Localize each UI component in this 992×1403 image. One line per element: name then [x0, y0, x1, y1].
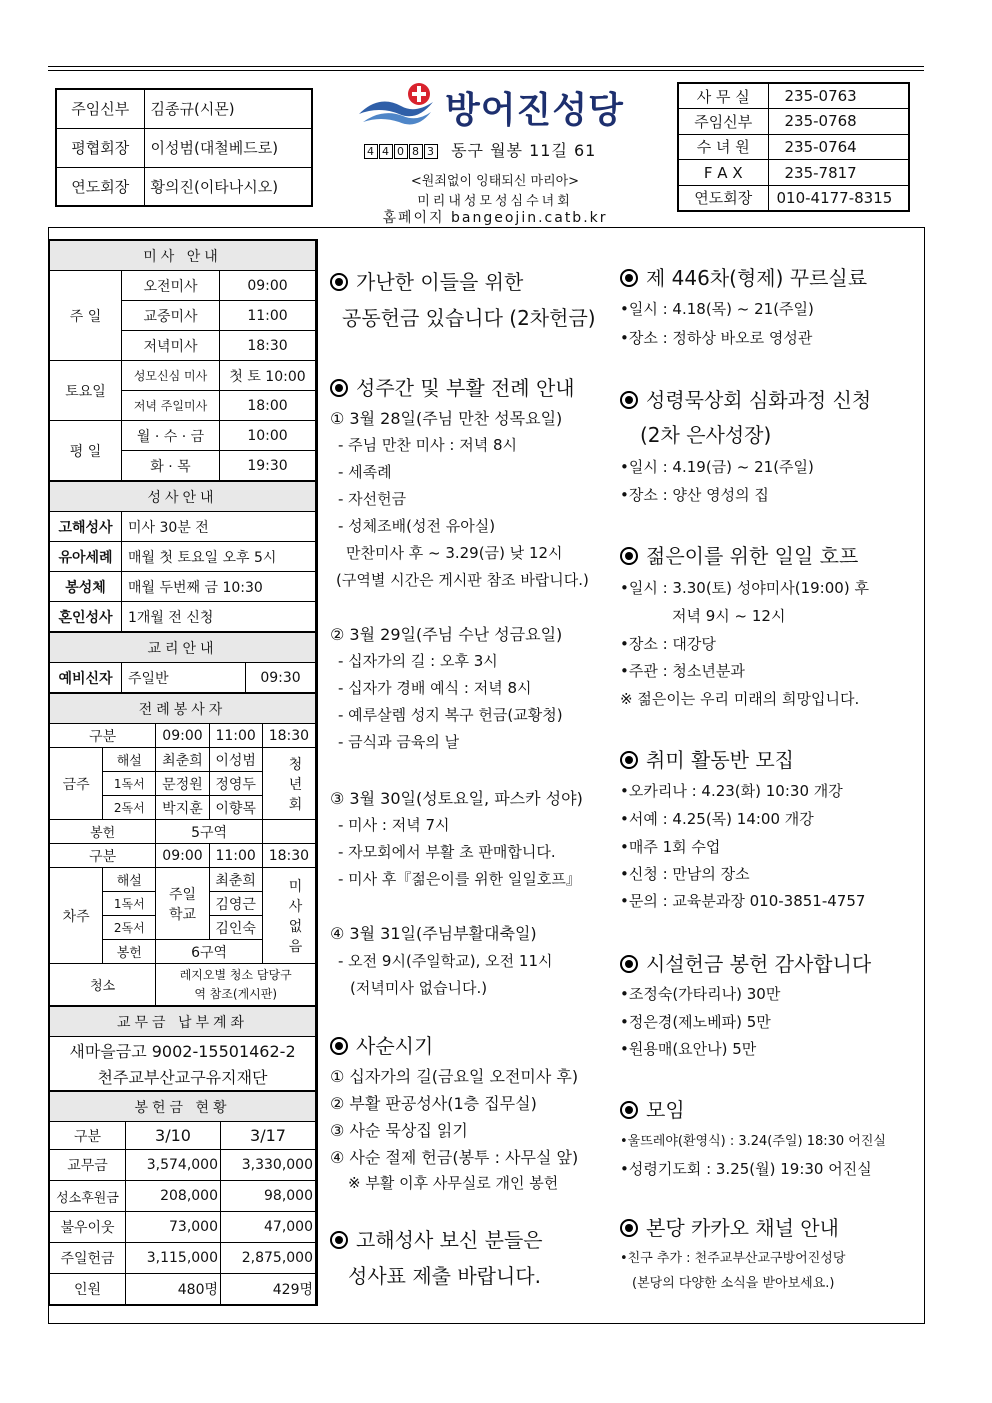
notice-2-line: - 자모회에서 부활 초 판매합니다.: [338, 843, 556, 861]
minister: 박지훈: [156, 796, 209, 820]
contact-phone: 235-7817: [768, 160, 909, 186]
minister: 정영두: [209, 772, 262, 796]
account-table: [49, 1006, 316, 1091]
doctrine-name: 예비신자: [50, 663, 122, 693]
retreat-title: 성령묵상회 심화과정 신청: [620, 384, 871, 413]
sacrament-name: 혼인성사: [50, 602, 122, 632]
notice-2-line: - 미사 : 저녁 7시: [338, 816, 450, 834]
bullet-icon: [620, 391, 638, 409]
role: 2독서: [103, 796, 156, 820]
offering-name: 성소후원금: [50, 1181, 126, 1212]
retreat-line: •일시 : 4.19(금) ~ 21(주일): [620, 458, 814, 476]
notice-3-line: ④ 사순 절제 헌금(봉투 : 사무실 앞): [330, 1148, 579, 1167]
bullet-icon: [620, 751, 638, 769]
doctrine-desc: 주일반: [122, 663, 246, 693]
youth-label: 청년회: [262, 748, 315, 820]
hobby-line: •신청 : 만남의 장소: [620, 865, 750, 883]
offering-amount: 73,000: [126, 1212, 221, 1243]
contact-phone: 010-4177-8315: [768, 185, 909, 211]
hobby-line: •매주 1회 수업: [620, 838, 721, 856]
contact-label: 수 녀 원: [678, 134, 768, 160]
offering-amount: 429명: [221, 1274, 316, 1305]
notice-3-line: ① 십자가의 길(금요일 오전미사 후): [330, 1067, 579, 1086]
role: 해설: [103, 748, 156, 772]
doctrine-table: [49, 632, 316, 693]
liturgy-col: 18:30: [262, 844, 315, 868]
leader-name: 황의진(이타나시오): [144, 167, 312, 206]
course-line: •장소 : 정하상 바오로 영성관: [620, 329, 813, 347]
motto: <원죄없이 잉태되신 마리아>: [410, 174, 580, 189]
sacrament-desc: 매월 첫 토요일 오후 5시: [122, 542, 316, 572]
mass-time: 18:30: [220, 331, 316, 361]
offering-name: 인원: [50, 1274, 126, 1305]
mass-time: 첫 토 10:00: [220, 361, 316, 391]
offering-amount: 3,574,000: [126, 1150, 221, 1181]
contact-label: 사 무 실: [678, 83, 768, 109]
sacrament-desc: 매월 두번째 금 10:30: [122, 572, 316, 602]
notice-1-line2: 공동헌금 있습니다 (2차헌금): [342, 306, 596, 330]
minister: 최춘희: [156, 748, 209, 772]
liturgy-col: 18:30: [262, 724, 315, 748]
mass-name: 월 · 수 · 금: [122, 421, 220, 451]
bullet-icon: [330, 379, 348, 397]
hobby-line: •오카리나 : 4.23(화) 10:30 개강: [620, 782, 843, 800]
liturgy-col: 09:00: [156, 724, 209, 748]
notice-2-line: (저녁미사 없습니다.): [350, 979, 488, 997]
offering-amount: 3,115,000: [126, 1243, 221, 1274]
notice-2-line: ① 3월 28일(주님 만찬 성목요일): [330, 409, 563, 428]
wave-cross-icon: [355, 80, 437, 130]
mass-name: 저녁 주일미사: [122, 391, 220, 421]
offering-title: 봉헌금 현황: [50, 1092, 316, 1122]
offering-table: [49, 1091, 316, 1305]
leaders-table: [55, 88, 313, 207]
leader-name: 이성범(대철베드로): [144, 128, 312, 167]
offering-amount: 208,000: [126, 1181, 221, 1212]
weekday-label: 평 일: [50, 421, 122, 481]
meeting-title: 모임: [620, 1094, 685, 1123]
hof-line: •일시 : 3.30(토) 성야미사(19:00) 후: [620, 579, 869, 597]
offering-amount: 98,000: [221, 1181, 316, 1212]
minister: 김인숙: [209, 916, 262, 940]
facility-line: •조정숙(가타리나) 30만: [620, 985, 781, 1003]
kakao-title: 본당 카카오 채널 안내: [620, 1212, 839, 1241]
bullet-icon: [620, 1219, 638, 1237]
doctrine-time: 09:30: [246, 663, 316, 693]
sacrament-desc: 미사 30분 전: [122, 512, 316, 542]
hof-line: •장소 : 대강당: [620, 635, 716, 653]
top-rule: [48, 66, 924, 67]
minister: 문정원: [156, 772, 209, 796]
sunday-label: 주 일: [50, 271, 122, 361]
offering-name: 교무금: [50, 1150, 126, 1181]
notice-3-line: ③ 사순 묵상집 읽기: [330, 1121, 468, 1140]
liturgy-col: 구분: [50, 844, 156, 868]
notice-2-title: 성주간 및 부활 전례 안내: [330, 372, 575, 401]
offer-label: 봉헌: [103, 940, 156, 964]
offer-label: 봉헌: [50, 820, 156, 844]
mass-table: [49, 240, 316, 481]
offering-col: 3/17: [221, 1122, 316, 1150]
notice-2-line: - 금식과 금육의 날: [338, 733, 460, 751]
notice-3-line: ② 부활 판공성사(1층 집무실): [330, 1094, 537, 1113]
course-title: 제 446차(형제) 꾸르실료: [620, 262, 867, 291]
leader-role: 평협회장: [56, 128, 144, 167]
notice-2-line: (구역별 시간은 게시판 참조 바랍니다.): [336, 571, 589, 589]
retreat-title-2: (2차 은사성장): [640, 423, 772, 447]
saturday-label: 토요일: [50, 361, 122, 421]
clean-label: 청소: [50, 964, 156, 1006]
mass-name: 저녁미사: [122, 331, 220, 361]
contact-label: F A X: [678, 160, 768, 186]
meeting-line: •성령기도회 : 3.25(월) 19:30 어진실: [620, 1160, 872, 1178]
notice-2-line: - 오전 9시(주일학교), 오전 11시: [338, 952, 553, 970]
facility-line: •정은경(제노베파) 5만: [620, 1013, 771, 1031]
zip-digit: 3: [424, 144, 438, 159]
hof-line: •주관 : 청소년분과: [620, 662, 745, 680]
mass-name: 교중미사: [122, 301, 220, 331]
minister: 이향목: [209, 796, 262, 820]
liturgy-title: 전례봉사자: [50, 694, 316, 724]
offering-amount: 47,000: [221, 1212, 316, 1243]
contact-phone: 235-0763: [768, 83, 909, 109]
hobby-line: •서예 : 4.25(목) 14:00 개강: [620, 810, 814, 828]
offer-zone: 5구역: [156, 820, 262, 844]
leader-name: 김종규(시몬): [144, 89, 312, 128]
bullet-icon: [330, 1231, 348, 1249]
facility-title: 시설헌금 봉헌 감사합니다: [620, 948, 871, 977]
mass-time: 18:00: [220, 391, 316, 421]
minister: 최춘희: [209, 868, 262, 892]
minister: 이성범: [209, 748, 262, 772]
meeting-line: •울뜨레야(환영식) : 3.24(주일) 18:30 어진실: [620, 1134, 886, 1149]
convent: 미리내성모성심수녀회: [417, 194, 573, 209]
role: 2독서: [103, 916, 156, 940]
notice-2-line: ④ 3월 31일(주님부활대축일): [330, 924, 537, 943]
minister: 김영근: [209, 892, 262, 916]
account-bank: 새마을금고 9002-15501462-2: [50, 1037, 316, 1064]
bullet-icon: [620, 955, 638, 973]
offering-name: 불우이웃: [50, 1212, 126, 1243]
hof-title: 젊은이를 위한 일일 호프: [620, 540, 858, 569]
sacrament-name: 유아세례: [50, 542, 122, 572]
liturgy-col: 11:00: [209, 844, 262, 868]
offering-name: 주일헌금: [50, 1243, 126, 1274]
contact-phone: 235-0764: [768, 134, 909, 160]
mass-time: 09:00: [220, 271, 316, 301]
church-name: 방어진성당: [445, 90, 624, 131]
leader-role: 연도회장: [56, 167, 144, 206]
clean-desc: 레지오별 청소 담당구역 참조(게시판): [156, 964, 316, 1006]
notice-2-line: ② 3월 29일(주님 수난 성금요일): [330, 625, 563, 644]
liturgy-table: [49, 693, 316, 1006]
bullet-icon: [620, 1101, 638, 1119]
offering-amount: 2,875,000: [221, 1243, 316, 1274]
mass-time: 11:00: [220, 301, 316, 331]
notice-2-line: - 십자가의 길 : 오후 3시: [338, 652, 498, 670]
notice-2-line: - 주님 만찬 미사 : 저녁 8시: [338, 436, 518, 454]
church-logo: [355, 80, 645, 130]
offering-amount: 3,330,000: [221, 1150, 316, 1181]
top-rule-2: [48, 70, 924, 71]
role: 해설: [103, 868, 156, 892]
account-title: 교무금 납부계좌: [50, 1007, 316, 1037]
sacrament-desc: 1개월 전 신청: [122, 602, 316, 632]
bullet-icon: [620, 547, 638, 565]
homepage: 홈페이지 bangeojin.catb.kr: [382, 210, 608, 226]
bullet-icon: [330, 1037, 348, 1055]
contacts-table: [677, 82, 910, 212]
account-owner: 천주교부산교구유지재단: [50, 1064, 316, 1091]
zip-digit: 4: [364, 144, 378, 159]
hobby-line: •문의 : 교육분과장 010-3851-4757: [620, 892, 866, 910]
notice-2-line: - 성체조배(성전 유아실): [338, 517, 496, 535]
notice-3-title: 사순시기: [330, 1030, 433, 1059]
sacrament-name: 봉성체: [50, 572, 122, 602]
mass-name: 화 · 목: [122, 451, 220, 481]
notice-1-line1: 가난한 이들을 위한: [330, 266, 523, 295]
notice-4-line1: 고해성사 보신 분들은: [330, 1224, 543, 1253]
notice-2-line: - 십자가 경배 예식 : 저녁 8시: [338, 679, 532, 697]
hof-line: 저녁 9시 ~ 12시: [672, 607, 786, 625]
bullet-icon: [330, 273, 348, 291]
role: 1독서: [103, 772, 156, 796]
mass-name: 오전미사: [122, 271, 220, 301]
notice-2-line: ③ 3월 30일(성토요일, 파스카 성야): [330, 789, 583, 808]
contact-phone: 235-0768: [768, 109, 909, 135]
hobby-title: 취미 활동반 모집: [620, 744, 794, 773]
contact-label: 주임신부: [678, 109, 768, 135]
facility-line: •원용매(요안나) 5만: [620, 1040, 757, 1058]
contact-label: 연도회장: [678, 185, 768, 211]
notice-2-line: - 예루살렘 성지 복구 헌금(교황청): [338, 706, 563, 724]
next-week-label: 차주: [50, 868, 103, 964]
course-line: •일시 : 4.18(목) ~ 21(주일): [620, 300, 814, 318]
sacrament-table: [49, 481, 316, 632]
notice-2-line: - 세족례: [338, 463, 392, 481]
sidebar: [48, 239, 318, 1306]
retreat-line: •장소 : 양산 영성의 집: [620, 486, 769, 504]
role: 1독서: [103, 892, 156, 916]
bullet-icon: [620, 269, 638, 287]
notice-2-line: - 자선헌금: [338, 490, 407, 508]
notice-3-line: ※ 부활 이후 사무실로 개인 봉헌: [348, 1174, 559, 1192]
mass-title: 미사 안내: [50, 241, 316, 271]
mass-name: 성모신심 미사: [122, 361, 220, 391]
mass-time: 10:00: [220, 421, 316, 451]
address-text: 동구 월봉 11길 61: [451, 141, 597, 160]
offer-zone: 6구역: [156, 940, 262, 964]
zip-digit: 4: [379, 144, 393, 159]
no-mass-label: 미사없음: [262, 868, 315, 964]
notice-4-line2: 성사표 제출 바랍니다.: [348, 1264, 541, 1288]
offering-col: 구분: [50, 1122, 126, 1150]
address: [364, 138, 596, 161]
sacrament-name: 고해성사: [50, 512, 122, 542]
mass-time: 19:30: [220, 451, 316, 481]
kakao-line: (본당의 다양한 소식을 받아보세요.): [632, 1276, 835, 1291]
liturgy-col: 11:00: [209, 724, 262, 748]
doctrine-title: 교리안내: [50, 633, 316, 663]
offering-amount: 480명: [126, 1274, 221, 1305]
liturgy-col: 구분: [50, 724, 156, 748]
sacrament-title: 성사안내: [50, 482, 316, 512]
leader-role: 주임신부: [56, 89, 144, 128]
offering-col: 3/10: [126, 1122, 221, 1150]
hof-line: ※ 젊은이는 우리 미래의 희망입니다.: [620, 690, 860, 708]
zip-digit: 8: [409, 144, 423, 159]
notice-2-line: 만찬미사 후 ~ 3.29(금) 낮 12시: [346, 544, 563, 562]
this-week-label: 금주: [50, 748, 103, 820]
sunday-school-label: 주일학교: [156, 868, 209, 940]
zip-digit: 0: [394, 144, 408, 159]
kakao-line: •친구 추가 : 천주교부산교구방어진성당: [620, 1251, 846, 1266]
liturgy-col: 09:00: [156, 844, 209, 868]
notice-2-line: - 미사 후『젊은이를 위한 일일호프』: [338, 870, 581, 888]
